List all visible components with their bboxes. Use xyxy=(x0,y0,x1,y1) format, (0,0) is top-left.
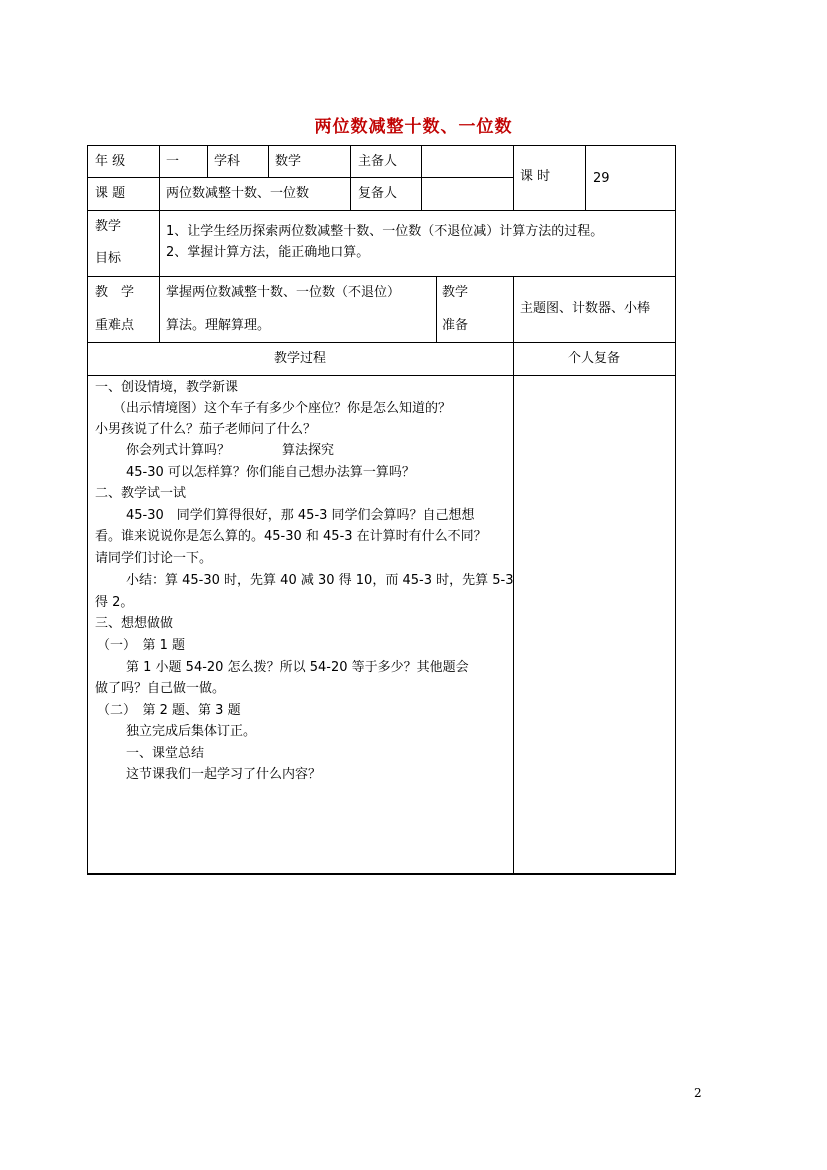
key-points-label: 教 学 xyxy=(95,285,135,300)
process-line: （一） 第 1 题 xyxy=(97,638,186,653)
table-rule xyxy=(513,145,514,210)
table-rule xyxy=(421,145,422,210)
table-rule xyxy=(207,145,208,177)
table-rule xyxy=(87,210,676,211)
review-prep-label: 复备人 xyxy=(358,186,398,201)
process-line: 你会列式计算吗？ 算法探究 xyxy=(126,443,335,458)
topic-label: 课 题 xyxy=(95,186,126,201)
table-border-bottom xyxy=(87,873,676,875)
process-line: 45-30 可以怎样算？你们能自己想办法算一算吗？ xyxy=(126,465,415,480)
page-number: 2 xyxy=(694,1086,702,1100)
key-points-line: 掌握两位数减整十数、一位数（不退位） xyxy=(166,285,401,300)
table-rule xyxy=(87,177,513,178)
table-rule xyxy=(159,145,160,342)
topic-value: 两位数减整十数、一位数 xyxy=(166,186,310,201)
process-line: 这节课我们一起学习了什么内容？ xyxy=(126,767,322,782)
process-line: 请同学们讨论一下。 xyxy=(95,551,213,566)
process-line: 三、想想做做 xyxy=(95,616,174,631)
table-border-right xyxy=(675,145,676,875)
process-line: 独立完成后集体订正。 xyxy=(126,724,257,739)
personal-review-heading: 个人复备 xyxy=(567,351,620,366)
process-line: 得 2。 xyxy=(95,595,134,610)
table-rule xyxy=(87,342,676,343)
process-line: 二、教学试一试 xyxy=(95,486,187,501)
grade-value: 一 xyxy=(166,154,180,169)
process-heading: 教学过程 xyxy=(273,351,326,366)
process-line: 一、创设情境，教学新课 xyxy=(95,380,239,395)
objectives-label: 目标 xyxy=(95,251,122,266)
objective-line: 1、让学生经历探索两位数减整十数、一位数（不退位减）计算方法的过程。 xyxy=(166,224,604,239)
table-border-top xyxy=(87,145,676,146)
teaching-prep-label: 教学 xyxy=(442,285,469,300)
teaching-prep-value: 主题图、计数器、小棒 xyxy=(520,301,651,316)
lead-prep-label: 主备人 xyxy=(358,154,398,169)
objective-line: 2、掌握计算方法，能正确地口算。 xyxy=(166,245,370,260)
document-title: 两位数减整十数、一位数 xyxy=(314,117,513,137)
period-label: 课 时 xyxy=(520,169,551,184)
process-line: 小结：算 45-30 时，先算 40 减 30 得 10，而 45-3 时，先算 5-3 xyxy=(126,573,514,588)
table-rule xyxy=(87,276,676,277)
table-rule xyxy=(350,145,351,210)
key-points-line: 算法。理解算理。 xyxy=(166,318,271,333)
table-rule xyxy=(268,145,269,177)
grade-label: 年 级 xyxy=(95,154,126,169)
subject-value: 数学 xyxy=(275,154,302,169)
table-rule xyxy=(436,276,437,342)
table-border-left xyxy=(87,145,88,875)
table-rule xyxy=(87,375,676,376)
process-line: 小男孩说了什么？茄子老师问了什么？ xyxy=(95,422,317,437)
period-value: 29 xyxy=(593,171,610,186)
process-line: 45-30 同学们算得很好，那 45-3 同学们会算吗？自己想想 xyxy=(126,508,475,523)
subject-label: 学科 xyxy=(214,154,241,169)
table-rule xyxy=(585,145,586,210)
objectives-label: 教学 xyxy=(95,219,122,234)
process-line: 看。谁来说说你是怎么算的。45-30 和 45-3 在计算时有什么不同？ xyxy=(95,529,487,544)
process-line: （二） 第 2 题、第 3 题 xyxy=(97,703,241,718)
process-line: （出示情境图）这个车子有多少个座位？你是怎么知道的？ xyxy=(113,401,452,416)
process-line: 做了吗？自己做一做。 xyxy=(95,681,226,696)
key-points-label: 重难点 xyxy=(95,318,135,333)
teaching-prep-label: 准备 xyxy=(442,318,469,333)
process-line: 第 1 小题 54-20 怎么拨？所以 54-20 等于多少？其他题会 xyxy=(126,660,469,675)
process-line: 一、课堂总结 xyxy=(126,746,205,761)
